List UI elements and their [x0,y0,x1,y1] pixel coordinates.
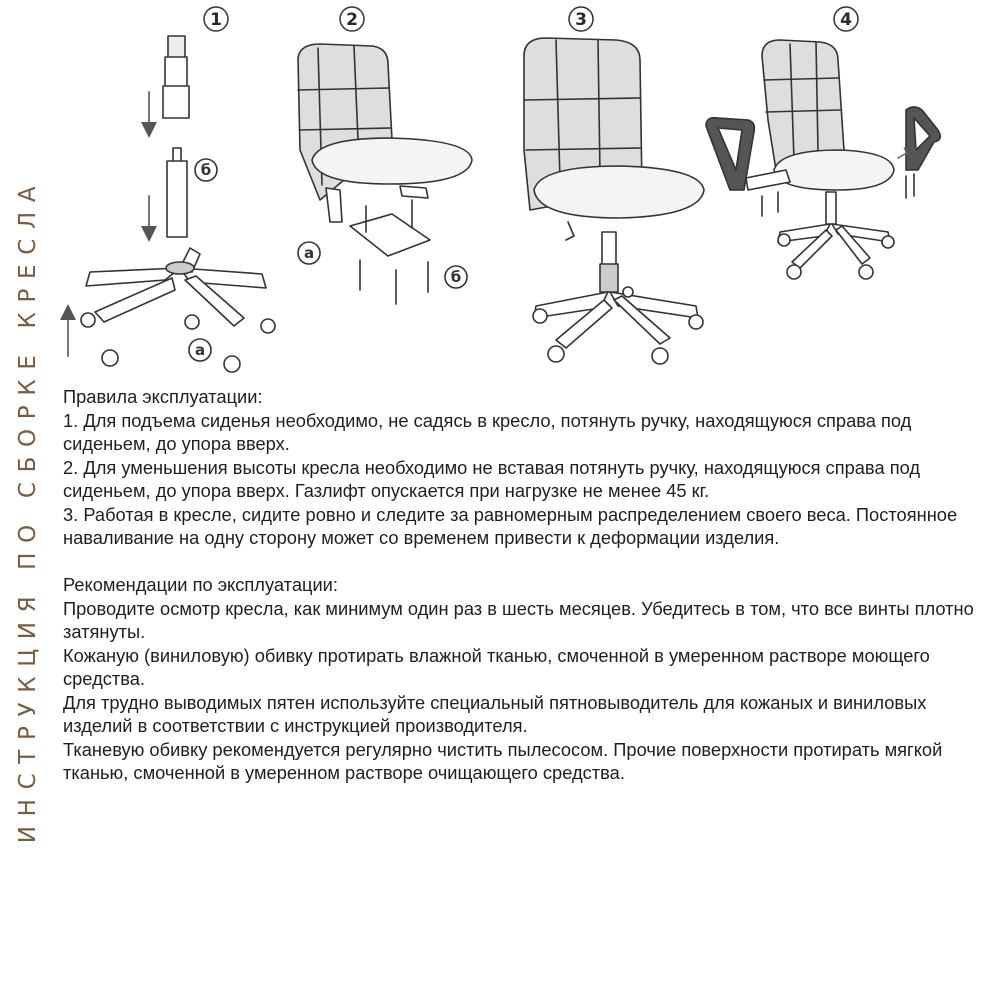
step-3-figure [524,7,704,364]
step-1-number: 1 [210,10,222,30]
text-block [63,385,988,785]
section-gap [63,550,988,574]
step-4-figure [706,7,940,279]
label-a-step2: а [303,244,315,262]
vertical-title: ИНСТРУКЦИЯ ПО СБОРКЕ КРЕСЛА [15,176,41,844]
recommendations-heading: Рекомендации по эксплуатации: [63,574,338,595]
recommendations-item-1: Проводите осмотр кресла, как минимум один раз в шесть месяцев. Убедитесь в том, что все винты плотно затянуты. [63,597,974,642]
step-4-number: 4 [840,10,852,30]
rules-item-3: 3. Работая в кресле, сидите ровно и следите за равномерным распределением своего веса. Постоянное наваливание на одну сторону может со временем привести к деформации изделия. [63,503,958,548]
step-3-number: 3 [575,10,587,30]
rules-item-1: 1. Для подъема сиденья необходимо, не садясь в кресло, потянуть ручку, находящуюся справа под сиденьем, до упора вверх. [63,409,912,454]
recommendations-item-4: Тканевую обивку рекомендуется регулярно чистить пылесосом. Прочие поверхности протирать мягкой тканью, смоченной в умеренном растворе очищающего средства. [63,738,943,783]
step-2-number: 2 [346,10,358,30]
recommendations-item-3: Для трудно выводимых пятен используйте специальный пятновыводитель для кожаных и виниловых изделий в соответствии с инструкцией производителя. [63,691,927,736]
rules-heading: Правила эксплуатации: [63,386,263,407]
step-1-figure [68,7,275,372]
label-b-step1: б [200,161,212,179]
step-2-figure [298,7,472,304]
assembly-diagrams [50,0,980,382]
rules-item-2: 2. Для уменьшения высоты кресла необходимо не вставая потянуть ручку, находящуюся справа под сиденьем, до упора вверх. Газлифт опускается при нагрузке не менее 45 кг. [63,456,921,501]
label-a-step1: а [194,341,206,359]
recommendations-item-2: Кожаную (виниловую) обивку протирать влажной тканью, смоченной в умеренном растворе моющего средства. [63,644,930,689]
label-b-step2: б [450,268,462,286]
